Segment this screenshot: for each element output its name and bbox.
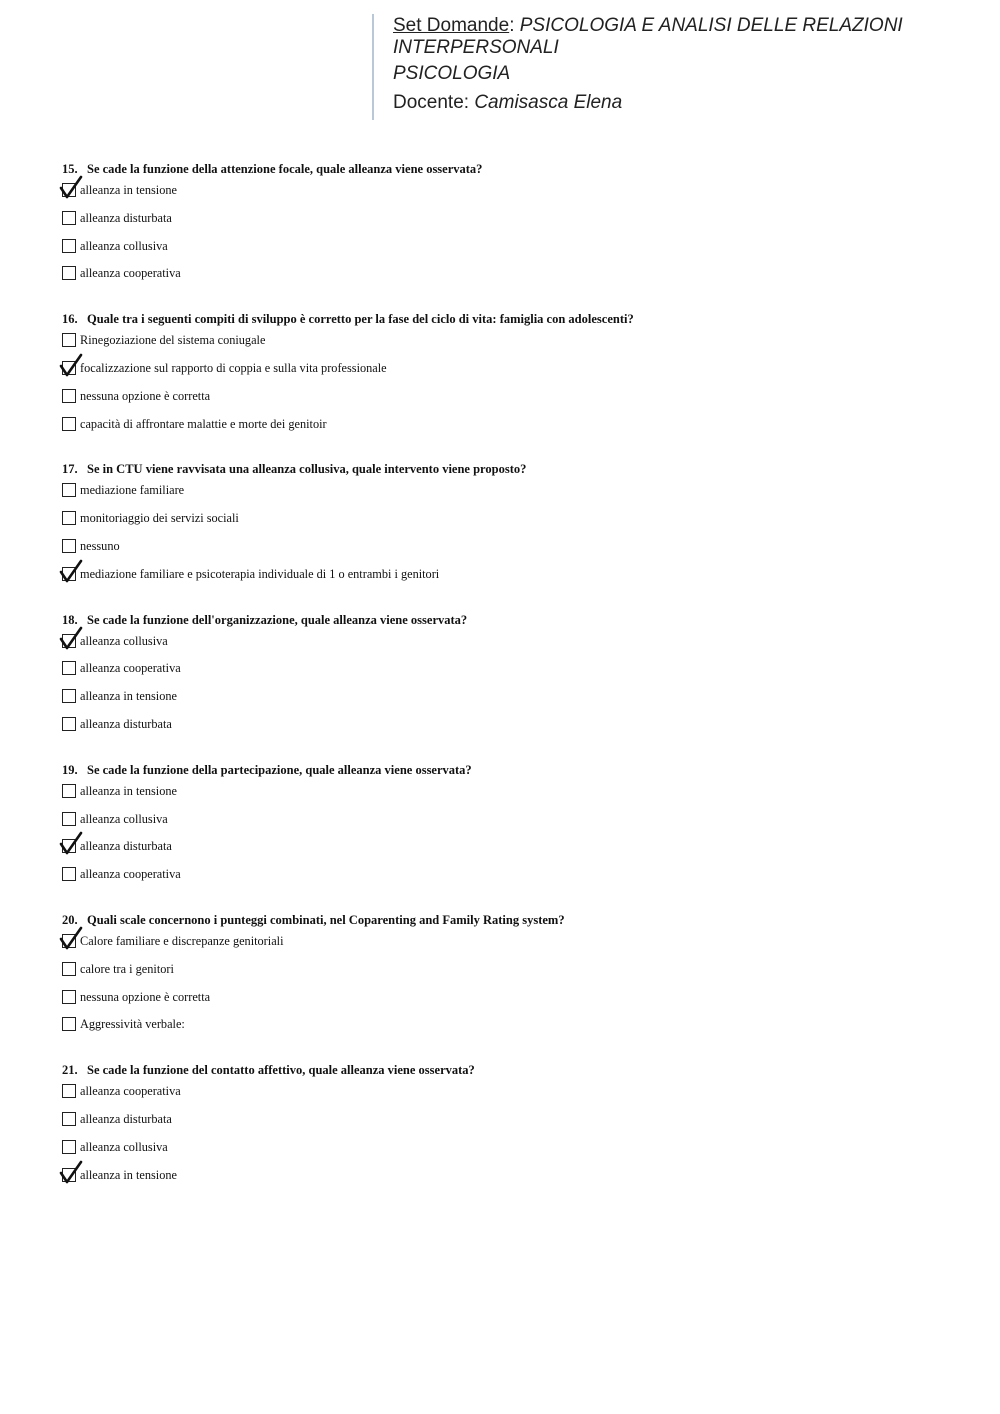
question-title	[62, 1060, 962, 1080]
answer-option-label: alleanza disturbata	[80, 1111, 172, 1126]
answer-checkbox[interactable]	[62, 361, 76, 375]
answer-option-label: mediazione familiare e psicoterapia individuale di 1 o entrambi i genitori	[80, 566, 440, 581]
answer-checkbox[interactable]	[62, 1168, 76, 1182]
question-title	[62, 309, 962, 329]
question-number: 18.	[62, 612, 78, 627]
answer-option-label: alleanza cooperativa	[80, 1084, 181, 1099]
answer-option[interactable]	[62, 567, 962, 595]
question-block	[62, 309, 962, 444]
answer-option-label: nessuna opzione è corretta	[80, 989, 211, 1004]
answer-checkbox[interactable]	[62, 239, 76, 253]
answer-checkbox[interactable]	[62, 266, 76, 280]
answer-checkbox[interactable]	[62, 333, 76, 347]
answer-checkbox[interactable]	[62, 689, 76, 703]
question-block	[62, 459, 962, 594]
question-block	[62, 760, 962, 895]
question-text: Se cade la funzione della attenzione focale, quale alleanza viene osservata?	[87, 162, 483, 176]
answer-option[interactable]	[62, 417, 962, 445]
question-text: Quale tra i seguenti compiti di sviluppo è corretto per la fase del ciclo di vita: famiglia con adolescenti?	[87, 312, 634, 327]
question-text: Se cade la funzione della partecipazione, quale alleanza viene osservata?	[87, 762, 472, 777]
answer-option[interactable]	[62, 784, 962, 812]
answer-option[interactable]	[62, 1140, 962, 1168]
answer-option[interactable]	[62, 661, 962, 689]
question-number: 15.	[62, 162, 78, 176]
answer-option-label: alleanza cooperativa	[80, 266, 181, 281]
question-list	[62, 159, 962, 1210]
question-block	[62, 610, 962, 745]
answer-checkbox[interactable]	[62, 483, 76, 497]
set-separator: :	[509, 15, 520, 36]
teacher-name: Camisasca Elena	[474, 92, 623, 113]
answer-option[interactable]	[62, 183, 962, 211]
answer-option-label: alleanza collusiva	[80, 1139, 168, 1154]
answer-option[interactable]	[62, 266, 962, 294]
answer-option[interactable]	[62, 511, 962, 539]
document-header	[372, 14, 972, 120]
answer-option-label: alleanza in tensione	[80, 783, 177, 798]
answer-option-label: alleanza collusiva	[80, 238, 168, 253]
answer-option-label: focalizzazione sul rapporto di coppia e sulla vita professionale	[80, 360, 387, 375]
question-text: Se cade la funzione del contatto affettivo, quale alleanza viene osservata?	[87, 1063, 475, 1078]
answer-option[interactable]	[62, 333, 962, 361]
answer-option-label: monitoriaggio dei servizi sociali	[80, 511, 239, 526]
answer-option[interactable]	[62, 1112, 962, 1140]
answer-checkbox[interactable]	[62, 661, 76, 675]
question-text: Se in CTU viene ravvisata una alleanza collusiva, quale intervento viene proposto?	[87, 462, 527, 477]
answer-option[interactable]	[62, 389, 962, 417]
answer-option-label: alleanza disturbata	[80, 839, 172, 854]
answer-checkbox[interactable]	[62, 539, 76, 553]
answer-option-label: Aggressività verbale:	[80, 1017, 185, 1032]
question-text: Quali scale concernono i punteggi combinati, nel Coparenting and Family Rating system?	[87, 912, 565, 927]
answer-option[interactable]	[62, 717, 962, 745]
answer-option-label: capacità di affrontare malattie e morte dei genitoir	[80, 416, 327, 431]
question-title	[62, 159, 962, 179]
answer-checkbox[interactable]	[62, 867, 76, 881]
question-block	[62, 910, 962, 1045]
answer-option-label: alleanza in tensione	[80, 1167, 177, 1182]
answer-checkbox[interactable]	[62, 812, 76, 826]
answer-option[interactable]	[62, 483, 962, 511]
answer-option[interactable]	[62, 812, 962, 840]
answer-option[interactable]	[62, 1017, 962, 1045]
question-text: Se cade la funzione dell'organizzazione, quale alleanza viene osservata?	[87, 612, 468, 627]
question-title	[62, 910, 962, 930]
question-number: 19.	[62, 762, 78, 777]
answer-option[interactable]	[62, 1168, 962, 1196]
answer-option-label: nessuno	[80, 538, 120, 553]
answer-checkbox[interactable]	[62, 417, 76, 431]
teacher-label: Docente:	[393, 92, 475, 113]
answer-checkbox[interactable]	[62, 1017, 76, 1031]
answer-option-label: alleanza in tensione	[80, 183, 177, 197]
answer-checkbox[interactable]	[62, 511, 76, 525]
answer-option[interactable]	[62, 934, 962, 962]
question-number: 16.	[62, 312, 78, 327]
answer-option[interactable]	[62, 539, 962, 567]
answer-option-label: alleanza in tensione	[80, 689, 177, 704]
answer-option-label: alleanza disturbata	[80, 716, 172, 731]
answer-option-label: nessuna opzione è corretta	[80, 388, 211, 403]
answer-option[interactable]	[62, 239, 962, 267]
set-label: Set Domande	[393, 15, 510, 36]
answer-checkbox[interactable]	[62, 1140, 76, 1154]
answer-option-label: calore tra i genitori	[80, 961, 174, 976]
answer-option[interactable]	[62, 689, 962, 717]
question-number: 21.	[62, 1063, 78, 1078]
answer-option-label: alleanza cooperativa	[80, 867, 181, 882]
subject-name: PSICOLOGIA	[393, 63, 511, 84]
answer-checkbox[interactable]	[62, 717, 76, 731]
answer-option[interactable]	[62, 361, 962, 389]
answer-checkbox[interactable]	[62, 1084, 76, 1098]
answer-option[interactable]	[62, 1084, 962, 1112]
answer-option[interactable]	[62, 211, 962, 239]
answer-checkbox[interactable]	[62, 183, 76, 197]
answer-checkbox[interactable]	[62, 567, 76, 581]
question-block	[62, 1060, 962, 1195]
answer-option-label: alleanza disturbata	[80, 210, 172, 225]
question-block	[62, 159, 962, 294]
answer-option-label: mediazione familiare	[80, 483, 185, 498]
answer-checkbox[interactable]	[62, 990, 76, 1004]
answer-checkbox[interactable]	[62, 634, 76, 648]
answer-option-label: Calore familiare e discrepanze genitoriali	[80, 933, 284, 948]
answer-option-label: alleanza collusiva	[80, 633, 168, 648]
question-title	[62, 760, 962, 780]
answer-option-label: alleanza collusiva	[80, 811, 168, 826]
answer-checkbox[interactable]	[62, 934, 76, 948]
answer-checkbox[interactable]	[62, 389, 76, 403]
answer-checkbox[interactable]	[62, 839, 76, 853]
answer-checkbox[interactable]	[62, 962, 76, 976]
answer-option[interactable]	[62, 990, 962, 1018]
answer-option-label: alleanza cooperativa	[80, 661, 181, 676]
answer-option-label: Rinegoziazione del sistema coniugale	[80, 333, 266, 348]
course-title	[393, 15, 972, 59]
question-number: 20.	[62, 912, 78, 927]
answer-option[interactable]	[62, 962, 962, 990]
answer-option[interactable]	[62, 867, 962, 895]
course-name: PSICOLOGIA E ANALISI DELLE RELAZIONI INTERPERSONALI	[393, 15, 903, 58]
answer-option[interactable]	[62, 634, 962, 662]
answer-option[interactable]	[62, 839, 962, 867]
answer-checkbox[interactable]	[62, 1112, 76, 1126]
answer-checkbox[interactable]	[62, 211, 76, 225]
question-number: 17.	[62, 462, 78, 477]
teacher-line	[393, 92, 972, 114]
question-title	[62, 459, 962, 479]
answer-checkbox[interactable]	[62, 784, 76, 798]
question-title	[62, 610, 962, 630]
